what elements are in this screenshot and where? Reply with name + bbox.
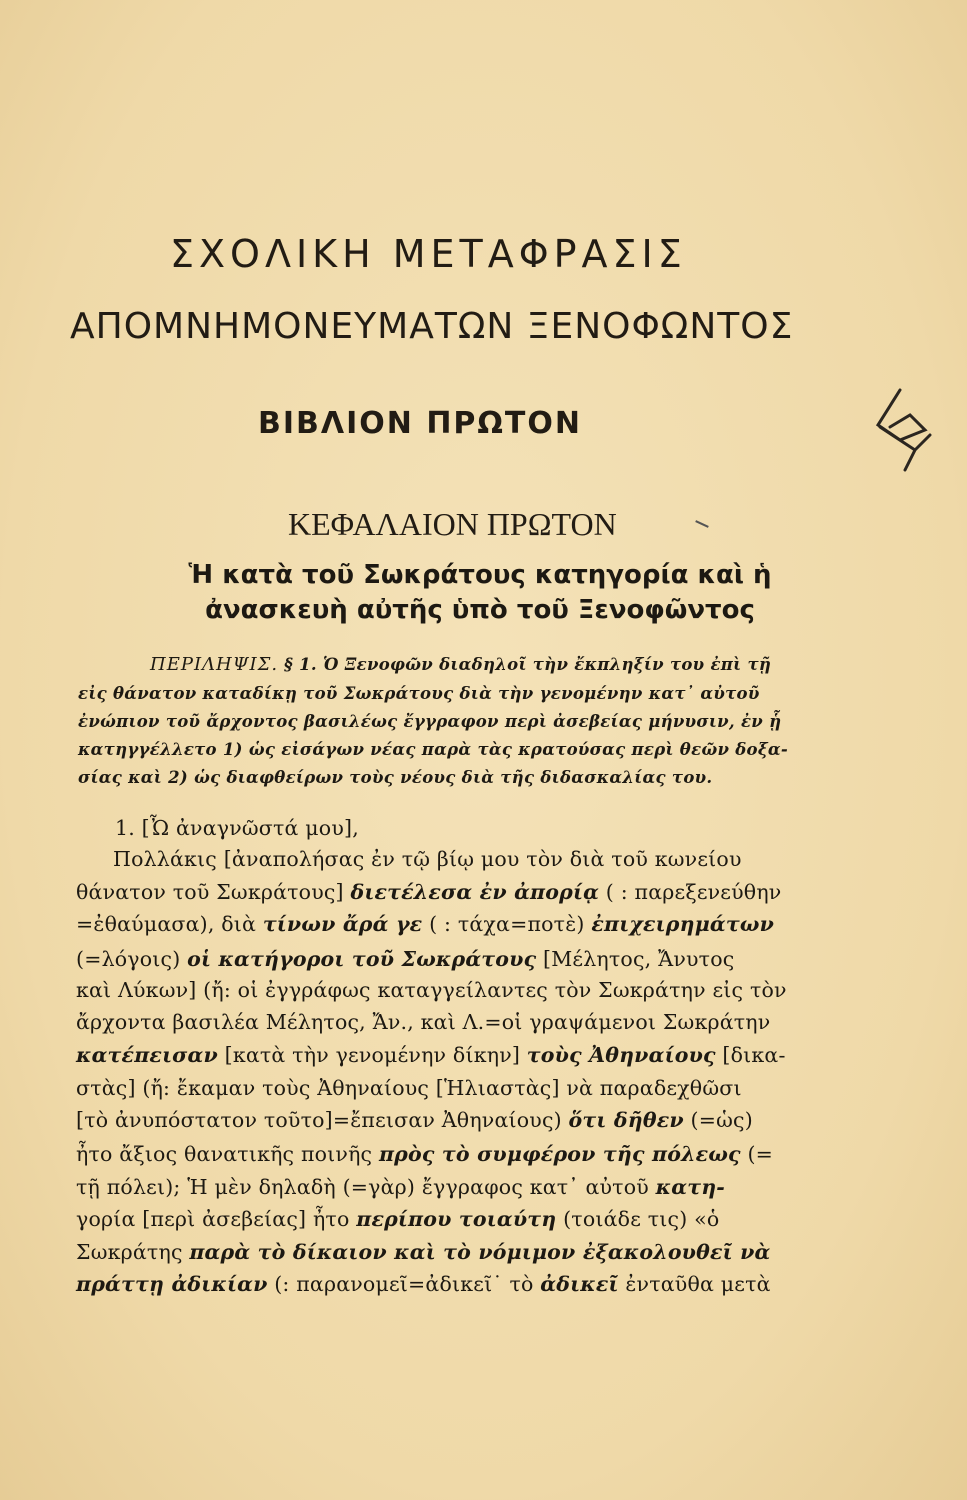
text: ἐνταῦθα μετὰ [625,1272,771,1296]
summary-text: § 1. Ὁ Ξενοφῶν διαδηλοῖ τὴν ἔκπληξίν του ἐπὶ τῇ [284,655,772,674]
emphasis: ἀδικεῖ [540,1272,619,1296]
text: =ἐθαύμασα), διὰ [76,912,257,936]
emphasis: περίπου τοιαύτη [356,1207,557,1231]
body-line [76,880,836,904]
body-line: 1. [Ὦ ἀναγνῶστά μου], [115,816,359,840]
body-line [76,947,836,971]
emphasis: παρὰ τὸ δίκαιον καὶ τὸ νόμιμον ἐξακολουθεῖ νὰ [189,1240,771,1264]
summary-line: κατηγγέλλετο 1) ὡς εἰσάγων νέας παρὰ τὰς κρατούσας περὶ θεῶν δοξα- [78,740,789,759]
summary-line: ἐνώπιον τοῦ ἄρχοντος βασιλέως ἔγγραφον περὶ ἀσεβείας μήνυσιν, ἐν ᾗ [78,712,782,731]
text: ( : τάχα=ποτὲ) [429,912,585,936]
subtitle-line-1: Ἡ κατὰ τοῦ Σωκράτους κατηγορία καὶ ἡ [188,560,772,590]
text: [Μέλητος, Ἄνυτος [543,947,735,971]
body-line [76,1142,836,1166]
body-line: στὰς] (ἤ: ἔκαμαν τοὺς Ἀθηναίους [Ἡλιαστὰς] νὰ παραδεχθῶσι [76,1076,742,1100]
text: [κατὰ τὴν γενομένην δίκην] [224,1043,521,1067]
text: τῇ πόλει); Ἡ μὲν δηλαδὴ (=γὰρ) ἔγγραφος κατ᾽ αὐτοῦ [76,1175,649,1199]
body-line: καὶ Λύκων] (ἤ: οἱ ἐγγράφως καταγγείλαντες τὸν Σωκράτην εἰς τὸν [76,978,787,1002]
body-line [76,1108,836,1132]
summary-line: εἰς θάνατον καταδίκῃ τοῦ Σωκράτους διὰ τὴν γενομένην κατ᾽ αὐτοῦ [78,684,760,703]
body-line [76,1175,836,1199]
emphasis: κατέπεισαν [76,1043,218,1067]
body-line [76,1240,836,1264]
text: [δικα- [722,1043,786,1067]
emphasis: τοὺς Ἀθηναίους [526,1043,716,1067]
subtitle-line-2: ἀνασκευὴ αὐτῆς ὑπὸ τοῦ Ξενοφῶντος [205,595,755,625]
text: ( : παρεξενεύθην [605,880,782,904]
text: (τοιάδε τις) «ὁ [563,1207,720,1231]
text: γορία [περὶ ἀσεβείας] ἦτο [76,1207,350,1231]
body-line [76,1207,836,1231]
emphasis: ἐπιχειρημάτων [591,912,775,936]
emphasis: ὅτι δῆθεν [568,1108,684,1132]
body-line [76,912,836,936]
emphasis: διετέλεσα ἐν ἀπορίᾳ [350,880,600,904]
emphasis: οἱ κατήγοροι τοῦ Σωκράτους [187,947,537,971]
text: ἦτο ἄξιος θανατικῆς ποινῆς [76,1142,373,1166]
stray-mark [695,520,709,528]
chapter-heading: ΚΕΦΑΛΑΙΟΝ ΠΡΩΤΟΝ [288,506,617,542]
emphasis: κατη- [655,1175,726,1199]
text: (= [747,1142,774,1166]
emphasis: πρὸς τὸ συμφέρον τῆς πόλεως [378,1142,741,1166]
text: θάνατον τοῦ Σωκράτους] [76,880,344,904]
emphasis: τίνων ἄρά γε [262,912,423,936]
text: Σωκράτης [76,1240,183,1264]
summary-line: σίας καὶ 2) ὡς διαφθείρων τοὺς νέους διὰ τῆς διδασκαλίας του. [78,768,713,787]
body-line [76,1043,836,1067]
text: (=λόγοις) [76,947,181,971]
summary-line [150,654,910,675]
title-line-1: ΣΧΟΛΙΚΗ ΜΕΤΑΦΡΑΣΙΣ [170,232,687,276]
text: (=ὡς) [690,1108,753,1132]
body-line: Πολλάκις [ἀναπολήσας ἐν τῷ βίῳ μου τὸν διὰ τοῦ κωνείου [113,847,742,871]
body-line: ἄρχοντα βασιλέα Μέλητος, Ἄν., καὶ Λ.=οἱ γραψάμενοι Σωκράτην [76,1010,771,1034]
title-line-2: ΑΠΟΜΝΗΜΟΝΕΥΜΑΤΩΝ ΞΕΝΟΦΩΝΤΟΣ [70,306,794,347]
summary-label: ΠΕΡΙΛΗΨΙΣ. [150,654,279,675]
emphasis: πράττῃ ἀδικίαν [76,1272,268,1296]
text: (: παρανομεῖ=ἀδικεῖ˙ τὸ [274,1272,534,1296]
book-heading: ΒΙΒΛΙΟΝ ΠΡΩΤΟΝ [258,406,583,441]
ink-stamp-mark [870,385,940,475]
body-line [76,1272,836,1296]
text: [τὸ ἀνυπόστατον τοῦτο]=ἔπεισαν Ἀθηναίους) [76,1108,562,1132]
